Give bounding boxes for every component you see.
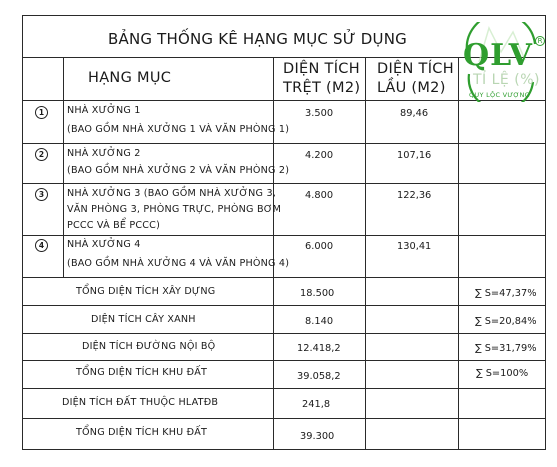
row-line [22, 360, 545, 361]
row-name-detail: PCCC VÀ BỂ PCCC) [67, 220, 161, 231]
header-ground-area-line2: TRỆT (M2) [283, 80, 361, 96]
summary-ratio: ∑ S=47,37% [475, 288, 537, 299]
summary-value: 39.300 [300, 431, 335, 442]
row-name: NHÀ XƯỞNG 3 (BAO GỒM NHÀ XƯỞNG 3, [67, 188, 276, 199]
column-line [63, 57, 64, 277]
row-ground-area: 4.800 [305, 190, 334, 201]
row-ground-area: 3.500 [305, 108, 334, 119]
summary-ratio: ∑ S=100% [476, 368, 529, 379]
summary-label: DIỆN TÍCH ĐƯỜNG NỘI BỘ [82, 341, 216, 352]
row-name: NHÀ XƯỞNG 4 [67, 239, 141, 250]
header-item: HẠNG MỤC [88, 70, 172, 86]
row-name: NHÀ XƯỞNG 1 [67, 105, 141, 116]
row-line [22, 305, 545, 306]
row-floor-area: 89,46 [400, 108, 429, 119]
summary-value: 241,8 [302, 399, 331, 410]
row-name-detail: VĂN PHÒNG 3, PHÒNG TRỰC, PHÒNG BƠM [67, 204, 282, 215]
table-border-top [22, 15, 545, 16]
row-ground-area: 6.000 [305, 241, 334, 252]
header-floor-area-line2: LẦU (M2) [377, 80, 446, 96]
row-line [22, 418, 545, 419]
column-line [458, 57, 459, 449]
ratio-header: TỈ LỆ (%) [473, 72, 540, 88]
summary-value: 39.058,2 [297, 371, 341, 382]
row-name-detail: (BAO GỒM NHÀ XƯỞNG 4 VÀ VĂN PHÒNG 4) [67, 258, 290, 269]
row-floor-area: 130,41 [397, 241, 432, 252]
row-line [22, 333, 545, 334]
summary-value: 12.418,2 [297, 343, 341, 354]
row-ground-area: 4.200 [305, 150, 334, 161]
company-logo [455, 22, 547, 102]
summary-label: DIỆN TÍCH ĐẤT THUỘC HLATĐB [62, 397, 219, 408]
summary-value: 18.500 [300, 288, 335, 299]
column-line [273, 57, 274, 449]
logo-slogan: QUY LỘC VƯỢNG [469, 91, 531, 99]
logo-registered-mark: R [535, 36, 545, 46]
row-name-detail: (BAO GỒM NHÀ XƯỞNG 1 VÀ VĂN PHÒNG 1) [67, 124, 290, 135]
summary-value: 8.140 [305, 316, 334, 327]
table-border-left [22, 15, 23, 450]
row-name-detail: (BAO GỒM NHÀ XƯỞNG 2 VÀ VĂN PHÒNG 2) [67, 165, 290, 176]
summary-ratio: ∑ S=31,79% [475, 343, 537, 354]
header-ground-area-line1: DIỆN TÍCH [283, 61, 360, 77]
table-border-bottom [22, 449, 545, 450]
summary-label: TỔNG DIỆN TÍCH KHU ĐẤT [76, 427, 208, 438]
header-floor-area-line1: DIỆN TÍCH [377, 61, 454, 77]
summary-label: TỔNG DIỆN TÍCH KHU ĐẤT [76, 367, 208, 378]
row-line [22, 235, 545, 236]
row-line [22, 143, 545, 144]
row-number-badge: 4 [35, 239, 48, 252]
column-line [365, 57, 366, 449]
table-title: BẢNG THỐNG KÊ HẠNG MỤC SỬ DỤNG [108, 30, 407, 48]
row-floor-area: 122,36 [397, 190, 432, 201]
row-line [22, 277, 545, 278]
row-name: NHÀ XƯỞNG 2 [67, 148, 141, 159]
summary-ratio: ∑ S=20,84% [475, 316, 537, 327]
row-floor-area: 107,16 [397, 150, 432, 161]
logo-brand: QLV [463, 38, 533, 73]
row-number-badge: 3 [35, 188, 48, 201]
summary-label: TỔNG DIỆN TÍCH XÂY DỰNG [76, 286, 216, 297]
row-number-badge: 1 [35, 106, 48, 119]
row-line [22, 388, 545, 389]
row-number-badge: 2 [35, 148, 48, 161]
row-line [22, 183, 545, 184]
summary-label: DIỆN TÍCH CÂY XANH [91, 314, 196, 325]
